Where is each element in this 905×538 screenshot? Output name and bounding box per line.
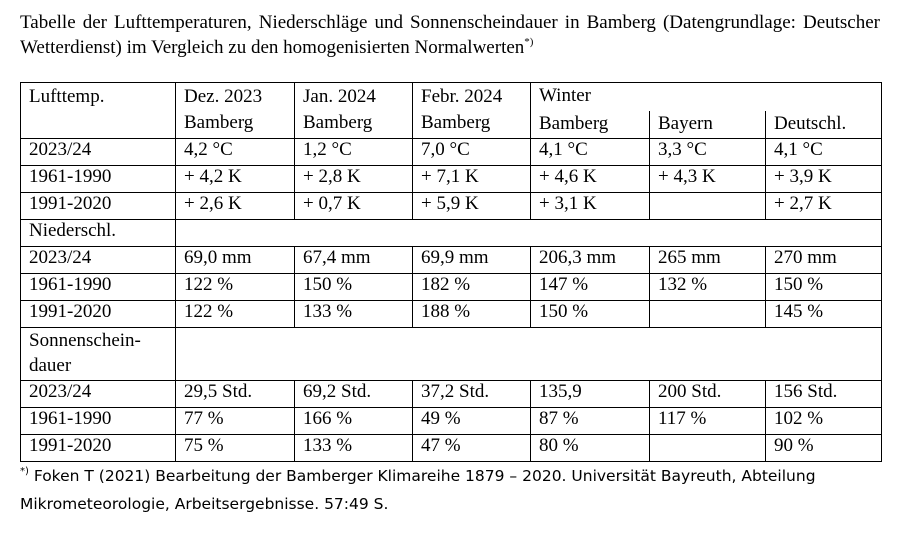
table-cell: 69,2 Std. — [295, 381, 413, 408]
table-row — [21, 301, 882, 328]
precip-section — [21, 247, 882, 328]
header-winter: Winter — [531, 83, 882, 112]
section-label-sun: Sonnenschein-dauer — [21, 328, 176, 381]
header-feb-month: Febr. 2024 — [421, 86, 503, 107]
table-cell: + 0,7 K — [295, 193, 413, 220]
table-cell: 102 % — [766, 408, 882, 435]
table-cell: 69,0 mm — [176, 247, 295, 274]
row-label: 1991-2020 — [21, 435, 176, 462]
row-label: 1991-2020 — [21, 301, 176, 328]
table-cell — [650, 301, 766, 328]
table-row — [21, 247, 882, 274]
table-cell: 166 % — [295, 408, 413, 435]
header-jan-month: Jan. 2024 — [303, 86, 376, 107]
footnote-text: Foken T (2021) Bearbeitung der Bamberger Klimareihe 1879 – 2020. Universität Bayreuth, Abteilung Mikrometeorologie, Arbeitsergebnisse. 57:49 S. — [20, 467, 816, 513]
header-dez-station: Bamberg — [184, 112, 254, 133]
table-cell — [650, 435, 766, 462]
table-cell: 265 mm — [650, 247, 766, 274]
table-cell: 87 % — [531, 408, 650, 435]
section-row-sun — [21, 328, 882, 381]
table-cell: 133 % — [295, 435, 413, 462]
table-cell: + 3,9 K — [766, 166, 882, 193]
caption-text: Tabelle der Lufttemperaturen, Niederschläge und Sonnenscheindauer in Bamberg (Datengrundlage: Deutscher Wetterdienst) im Vergleich zu den homogenisierten Normalwerten — [20, 12, 880, 58]
table-cell: + 2,8 K — [295, 166, 413, 193]
precip-section-header — [21, 220, 882, 247]
table-cell: 80 % — [531, 435, 650, 462]
table-caption — [20, 10, 880, 60]
table-cell: 150 % — [295, 274, 413, 301]
table-cell: + 3,1 K — [531, 193, 650, 220]
table-cell: 117 % — [650, 408, 766, 435]
footnote — [20, 462, 890, 518]
table-cell: 206,3 mm — [531, 247, 650, 274]
section-row-precip — [21, 220, 882, 247]
table-row — [21, 408, 882, 435]
row-label: 1961-1990 — [21, 274, 176, 301]
table-cell: 29,5 Std. — [176, 381, 295, 408]
section-label-precip: Niederschl. — [21, 220, 176, 247]
section-label-fill — [176, 328, 882, 381]
table-cell: + 5,9 K — [413, 193, 531, 220]
table-cell: 270 mm — [766, 247, 882, 274]
sun-section-header — [21, 328, 882, 381]
subheader-bayern: Bayern — [650, 111, 766, 138]
table-row — [21, 435, 882, 462]
table-cell: + 2,6 K — [176, 193, 295, 220]
table-row — [21, 381, 882, 408]
table-row — [21, 193, 882, 220]
table-cell: 150 % — [766, 274, 882, 301]
table-cell: 4,1 °C — [531, 139, 650, 166]
table-cell: 182 % — [413, 274, 531, 301]
table-cell: + 4,6 K — [531, 166, 650, 193]
table-cell: 200 Std. — [650, 381, 766, 408]
table-cell: 122 % — [176, 301, 295, 328]
row-label: 2023/24 — [21, 247, 176, 274]
temp-section — [21, 139, 882, 220]
table-cell — [650, 193, 766, 220]
subheader-bamberg: Bamberg — [531, 111, 650, 138]
section-label-fill — [176, 220, 882, 247]
table-cell: 145 % — [766, 301, 882, 328]
table-cell: + 4,2 K — [176, 166, 295, 193]
table-cell: 7,0 °C — [413, 139, 531, 166]
table-cell: 67,4 mm — [295, 247, 413, 274]
sun-section — [21, 381, 882, 462]
table-cell: + 4,3 K — [650, 166, 766, 193]
subheader-deutschl: Deutschl. — [766, 111, 882, 138]
table-cell: 133 % — [295, 301, 413, 328]
table-cell: 122 % — [176, 274, 295, 301]
table-cell: 37,2 Std. — [413, 381, 531, 408]
row-label: 2023/24 — [21, 139, 176, 166]
table-cell: 4,1 °C — [766, 139, 882, 166]
header-jan — [295, 83, 413, 139]
table-cell: 132 % — [650, 274, 766, 301]
table-cell: + 2,7 K — [766, 193, 882, 220]
row-label: 1961-1990 — [21, 408, 176, 435]
table-cell: 4,2 °C — [176, 139, 295, 166]
table-row — [21, 139, 882, 166]
table-cell: 77 % — [176, 408, 295, 435]
table-cell: 156 Std. — [766, 381, 882, 408]
caption-footnote-marker: *) — [524, 36, 534, 48]
footnote-marker: *) — [20, 466, 29, 477]
header-feb-station: Bamberg — [421, 112, 491, 133]
table-cell: 188 % — [413, 301, 531, 328]
header-dez-month: Dez. 2023 — [184, 86, 263, 107]
header-feb — [413, 83, 531, 139]
header-dez — [176, 83, 295, 139]
table-cell: + 7,1 K — [413, 166, 531, 193]
table-cell: 150 % — [531, 301, 650, 328]
row-label: 2023/24 — [21, 381, 176, 408]
table-row — [21, 274, 882, 301]
table-cell: 1,2 °C — [295, 139, 413, 166]
header-row — [21, 83, 882, 112]
table-cell: 3,3 °C — [650, 139, 766, 166]
table-cell: 90 % — [766, 435, 882, 462]
table-cell: 75 % — [176, 435, 295, 462]
header-lufttemp — [21, 83, 176, 139]
climate-table — [20, 82, 882, 462]
table-cell: 69,9 mm — [413, 247, 531, 274]
table-cell: 49 % — [413, 408, 531, 435]
row-label: 1961-1990 — [21, 166, 176, 193]
header-jan-station: Bamberg — [303, 112, 373, 133]
table-row — [21, 166, 882, 193]
row-label: 1991-2020 — [21, 193, 176, 220]
header-lufttemp-text: Lufttemp. — [29, 86, 105, 107]
table-cell: 47 % — [413, 435, 531, 462]
table-cell: 147 % — [531, 274, 650, 301]
table-cell: 135,9 — [531, 381, 650, 408]
